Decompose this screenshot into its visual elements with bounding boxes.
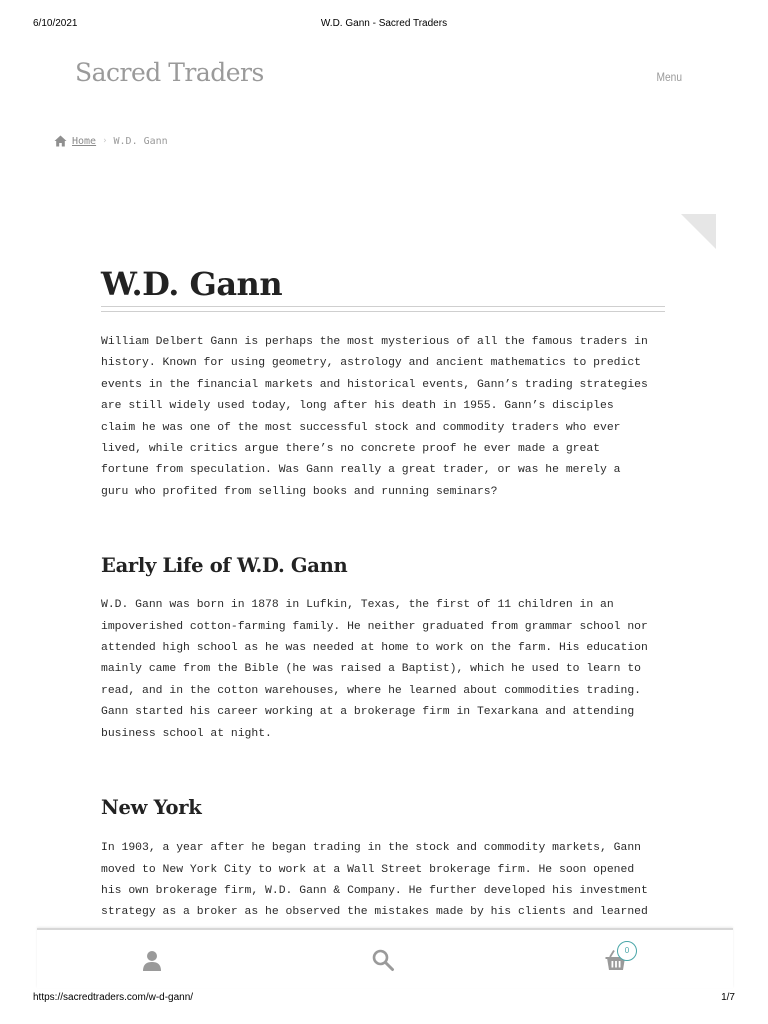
- corner-fold-decoration: [681, 214, 716, 249]
- breadcrumb-home-link[interactable]: Home: [72, 135, 97, 147]
- print-window-title: W.D. Gann - Sacred Traders: [320, 18, 448, 29]
- bottom-nav-bar: [37, 928, 733, 988]
- cart-count-badge[interactable]: 0: [617, 941, 637, 961]
- section-body-new-york: In 1903, a year after he began trading in the stock and commodity markets, Gann moved to New York City to work at a Wall Street brokerage firm. He soon opened his own brokerage firm, W.D. Gann & Company. He further developed his investment strategy as a broker as he observed the mistakes made by his clients and learned: [101, 842, 648, 919]
- print-url: https://sacredtraders.com/w-d-gann/: [33, 992, 194, 1003]
- print-page-number: 1/7: [721, 992, 735, 1003]
- intro-paragraph: William Delbert Gann is perhaps the most mysterious of all the famous traders in history. Known for using geometry, astrology and ancient mathematics to predict events in the financial markets and historical events, Gann’s trading strategies are still widely used today, long after his death in 1955. Gann’s disciples claim he was one of the most successful stock and commodity traders who ever lived, while critics argue there’s no concrete proof he ever made a great fortune from speculation. Was Gann really a great trader, or was he merely a guru who profited from selling books and running seminars?: [101, 336, 648, 498]
- article: [101, 262, 665, 945]
- home-icon[interactable]: [54, 135, 67, 147]
- print-date: 6/10/2021: [33, 18, 78, 29]
- section-body-early-life: W.D. Gann was born in 1878 in Lufkin, Texas, the first of 11 children in an impoverished cotton-farming family. He neither graduated from grammar school nor attended high school as he was needed at home to work on the farm. His education mainly came from the Bible (he was raised a Baptist), which he used to learn to read, and in the cotton warehouses, where he learned about commodities trading. Gann started his career working at a brokerage firm in Texarkana and attending business school at night.: [101, 599, 648, 740]
- menu-button[interactable]: Menu: [656, 70, 682, 84]
- print-footer: [33, 992, 735, 1006]
- breadcrumb: [54, 133, 168, 149]
- breadcrumb-separator: ›: [102, 136, 108, 146]
- user-icon[interactable]: [140, 948, 164, 972]
- title-divider: [101, 306, 665, 312]
- site-logo[interactable]: Sacred Traders: [75, 58, 264, 87]
- print-header: [33, 18, 735, 32]
- section-heading-new-york: New York: [101, 796, 202, 820]
- search-icon[interactable]: [371, 948, 395, 972]
- page-title: W.D. Gann: [101, 265, 283, 303]
- section-heading-early-life: Early Life of W.D. Gann: [101, 554, 348, 578]
- breadcrumb-current: W.D. Gann: [113, 135, 168, 147]
